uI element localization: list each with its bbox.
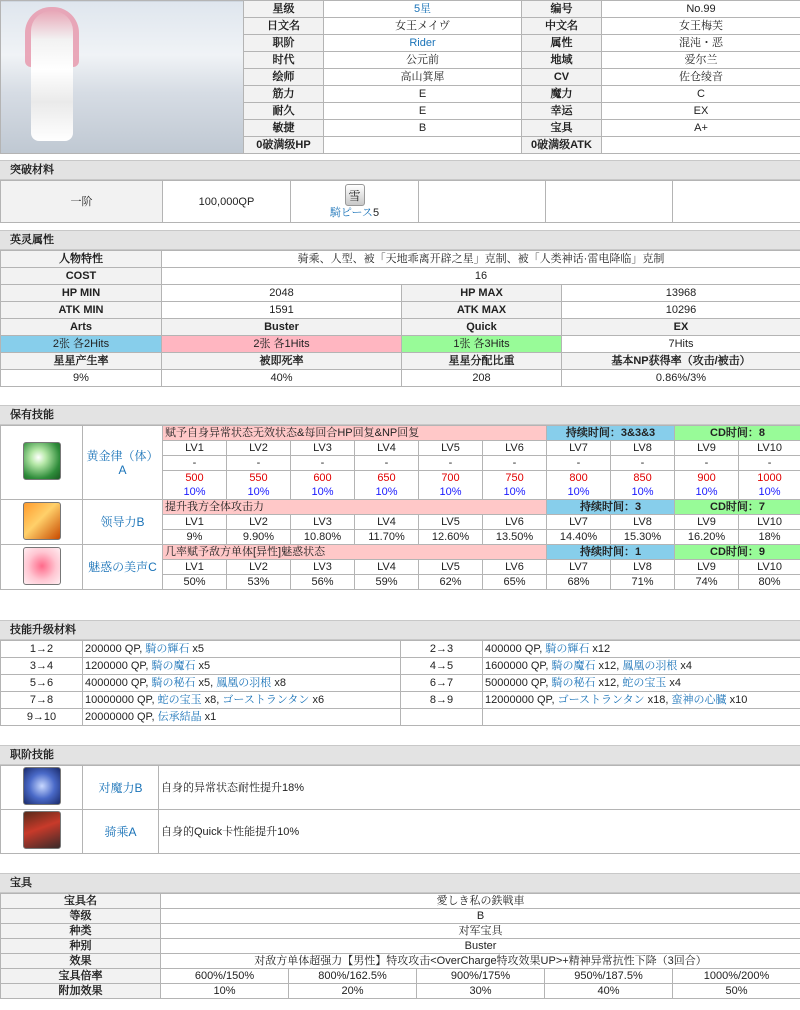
skill-value: 12.60% bbox=[419, 530, 483, 545]
upgrade-qp: 200000 QP, bbox=[85, 643, 146, 655]
skill-lv-label: LV10 bbox=[739, 560, 800, 575]
skill-icon-cell bbox=[1, 545, 83, 590]
skill-lv-label: LV1 bbox=[163, 515, 227, 530]
skill-value: 9.90% bbox=[227, 530, 291, 545]
skill-lv-label: LV5 bbox=[419, 441, 483, 456]
upgrade-material-link[interactable]: 騎の魔石 bbox=[551, 660, 596, 672]
upgrade-cost bbox=[83, 709, 401, 726]
upgrade-cost bbox=[483, 641, 800, 658]
profile-value: 爱尔兰 bbox=[602, 52, 800, 69]
profile-value: 高山箕犀 bbox=[324, 69, 522, 86]
upgrade-cost bbox=[483, 675, 800, 692]
profile-label: 筋力 bbox=[244, 86, 324, 103]
np-block bbox=[0, 893, 800, 999]
upgrade-level: 8→9 bbox=[401, 692, 483, 709]
upgrade-block bbox=[0, 640, 800, 726]
skill-value: 71% bbox=[611, 575, 675, 590]
skill-hp-value: 650 bbox=[355, 471, 419, 486]
upgrade-level: 9→10 bbox=[1, 709, 83, 726]
profile-value: 公元前 bbox=[324, 52, 522, 69]
skill-hp-value: 850 bbox=[611, 471, 675, 486]
stat-head: 星星分配比重 bbox=[402, 353, 562, 370]
skill-lv-label: LV2 bbox=[227, 515, 291, 530]
skill-name[interactable]: 魅惑の美声C bbox=[83, 545, 163, 590]
ascension-empty-3 bbox=[673, 181, 800, 223]
skill-duration: 持续时间：3 bbox=[547, 500, 675, 515]
skills-header: 保有技能 bbox=[0, 405, 800, 425]
np-kind-value: 对军宝具 bbox=[161, 924, 800, 939]
upgrade-count: x5 bbox=[195, 660, 211, 672]
skill-lv-label: LV6 bbox=[483, 515, 547, 530]
upgrade-material-link[interactable]: 騎の輝石 bbox=[145, 643, 190, 655]
skill-np-value: 10% bbox=[163, 485, 227, 500]
charisma-icon bbox=[23, 502, 61, 540]
upgrade-count: x10 bbox=[726, 694, 748, 706]
ascension-qp: 100,000QP bbox=[163, 181, 291, 223]
class-skills-block bbox=[0, 765, 800, 854]
skill-value: 15.30% bbox=[611, 530, 675, 545]
skill-lv-label: LV3 bbox=[291, 515, 355, 530]
ascension-material[interactable] bbox=[291, 181, 419, 223]
upgrade-level: 6→7 bbox=[401, 675, 483, 692]
skill-value: 80% bbox=[739, 575, 800, 590]
upgrade-qp: 1200000 QP, bbox=[85, 660, 152, 672]
profile-label: 绘师 bbox=[244, 69, 324, 86]
servant-portrait[interactable] bbox=[1, 1, 244, 154]
skill-lv-label: LV5 bbox=[419, 560, 483, 575]
np-extra-value: 50% bbox=[673, 984, 800, 999]
skill-hp-value: 500 bbox=[163, 471, 227, 486]
np-name-value: 愛しき私の鉄戦車 bbox=[161, 894, 800, 909]
np-mult-label: 宝具倍率 bbox=[1, 969, 161, 984]
profile-label: 中文名 bbox=[522, 18, 602, 35]
skill-value: 50% bbox=[163, 575, 227, 590]
profile-value: EX bbox=[602, 103, 800, 120]
card-value: 7Hits bbox=[562, 336, 800, 353]
cost-value: 16 bbox=[162, 268, 800, 285]
skill-lv-label: LV8 bbox=[611, 560, 675, 575]
np-effect-label: 效果 bbox=[1, 954, 161, 969]
skill-lv-label: LV4 bbox=[355, 515, 419, 530]
profile-label: 职阶 bbox=[244, 35, 324, 52]
skill-duration: 持续时间：3&3&3 bbox=[547, 426, 675, 441]
upgrade-material-link[interactable]: 蛮神の心臓 bbox=[671, 694, 727, 706]
profile-label: 魔力 bbox=[522, 86, 602, 103]
skill-lv-label: LV5 bbox=[419, 515, 483, 530]
upgrade-material-link[interactable]: 蛇の宝玉 bbox=[622, 677, 667, 689]
upgrade-material-link[interactable]: 蛇の宝玉 bbox=[157, 694, 202, 706]
upgrade-header: 技能升级材料 bbox=[0, 620, 800, 640]
stat-value: 9% bbox=[1, 370, 162, 387]
skill-lv-label: LV9 bbox=[675, 560, 739, 575]
skill-value: - bbox=[163, 456, 227, 471]
skill-value: 74% bbox=[675, 575, 739, 590]
upgrade-cost bbox=[483, 709, 800, 726]
upgrade-level: 2→3 bbox=[401, 641, 483, 658]
atk-min-label: ATK MIN bbox=[1, 302, 162, 319]
upgrade-material-link[interactable]: 伝承結晶 bbox=[157, 711, 202, 723]
skill-lv-label: LV10 bbox=[739, 441, 800, 456]
stat-value: 208 bbox=[402, 370, 562, 387]
profile-value: E bbox=[324, 103, 522, 120]
skill-lv-label: LV4 bbox=[355, 441, 419, 456]
upgrade-count: x8 bbox=[271, 677, 286, 689]
upgrade-cost bbox=[83, 658, 401, 675]
profile-label: 敏捷 bbox=[244, 120, 324, 137]
skill-hp-value: 1000 bbox=[739, 471, 800, 486]
skill-value: 65% bbox=[483, 575, 547, 590]
hp-max-value: 13968 bbox=[562, 285, 800, 302]
skill-cd: CD时间：9 bbox=[675, 545, 800, 560]
skill-lv-label: LV7 bbox=[547, 441, 611, 456]
rider-piece-count: 5 bbox=[372, 206, 380, 219]
class-skill-desc: 自身的异常状态耐性提升18% bbox=[159, 766, 800, 810]
skill-hp-value: 800 bbox=[547, 471, 611, 486]
np-mult-value: 1000%/200% bbox=[673, 969, 800, 984]
np-mult-value: 900%/175% bbox=[417, 969, 545, 984]
attributes-block bbox=[0, 250, 800, 387]
skill-value: 14.40% bbox=[547, 530, 611, 545]
card-head: Buster bbox=[162, 319, 402, 336]
upgrade-qp: 4000000 QP, bbox=[85, 677, 152, 689]
profile-label: 星级 bbox=[244, 1, 324, 18]
np-name-label: 宝具名 bbox=[1, 894, 161, 909]
np-card-value: Buster bbox=[161, 939, 800, 954]
profile-label: 属性 bbox=[522, 35, 602, 52]
np-mult-value: 800%/162.5% bbox=[289, 969, 417, 984]
profile-value: No.99 bbox=[602, 1, 800, 18]
skill-value: 68% bbox=[547, 575, 611, 590]
stat-value: 40% bbox=[162, 370, 402, 387]
golden-rule-icon bbox=[23, 442, 61, 480]
upgrade-qp: 12000000 QP, bbox=[485, 694, 558, 706]
upgrade-material-link[interactable]: 鳳凰の羽根 bbox=[216, 677, 272, 689]
card-value: 1张 各3Hits bbox=[402, 336, 562, 353]
np-extra-label: 附加效果 bbox=[1, 984, 161, 999]
skill-lv-label: LV1 bbox=[163, 560, 227, 575]
ascension-header: 突破材料 bbox=[0, 160, 800, 180]
atk-max-value: 10296 bbox=[562, 302, 800, 319]
profile-value: 佐仓绫音 bbox=[602, 69, 800, 86]
class-skills-header: 职阶技能 bbox=[0, 745, 800, 765]
skill-lv-label: LV9 bbox=[675, 441, 739, 456]
upgrade-count: x18, bbox=[644, 694, 672, 706]
profile-value: A+ bbox=[602, 120, 800, 137]
profile-label: CV bbox=[522, 69, 602, 86]
card-value: 2张 各1Hits bbox=[162, 336, 402, 353]
class-skill-name[interactable]: 骑乘A bbox=[83, 810, 159, 854]
atk-max-label: ATK MAX bbox=[402, 302, 562, 319]
profile-value[interactable]: Rider bbox=[324, 35, 522, 52]
upgrade-count: x12, bbox=[595, 660, 623, 672]
class-skill-icon-cell bbox=[1, 810, 83, 854]
skill-value: - bbox=[227, 456, 291, 471]
profile-value: C bbox=[602, 86, 800, 103]
np-extra-value: 20% bbox=[289, 984, 417, 999]
upgrade-level bbox=[401, 709, 483, 726]
skill-desc: 赋予自身异常状态无效状态&每回合HP回复&NP回复 bbox=[163, 426, 547, 441]
skill-np-value: 10% bbox=[291, 485, 355, 500]
upgrade-count: x6 bbox=[309, 694, 325, 706]
ascension-empty-1 bbox=[419, 181, 546, 223]
traits-value: 骑乘、人型、被「天地乖离开辟之星」克制、被「人类神话·雷电降临」克制 bbox=[162, 251, 800, 268]
skill-hp-value: 750 bbox=[483, 471, 547, 486]
upgrade-count: x8, bbox=[201, 694, 223, 706]
skill-value: 16.20% bbox=[675, 530, 739, 545]
stat-head: 被即死率 bbox=[162, 353, 402, 370]
skill-lv-label: LV2 bbox=[227, 441, 291, 456]
upgrade-cost bbox=[483, 692, 800, 709]
upgrade-material-link[interactable]: ゴーストランタン bbox=[557, 694, 645, 706]
hp-min-value: 2048 bbox=[162, 285, 402, 302]
profile-value bbox=[602, 137, 800, 154]
upgrade-level: 7→8 bbox=[1, 692, 83, 709]
profile-value: E bbox=[324, 86, 522, 103]
upgrade-material-link[interactable]: 騎の秘石 bbox=[551, 677, 596, 689]
skill-lv-label: LV3 bbox=[291, 560, 355, 575]
skill-value: - bbox=[611, 456, 675, 471]
portrait-figure bbox=[31, 11, 73, 141]
np-extra-value: 30% bbox=[417, 984, 545, 999]
profile-label: 地域 bbox=[522, 52, 602, 69]
rider-piece-link[interactable]: 騎ピース bbox=[329, 206, 373, 219]
upgrade-cost bbox=[83, 675, 401, 692]
rider-piece-icon[interactable]: 雪 bbox=[345, 184, 365, 206]
skill-value: - bbox=[675, 456, 739, 471]
profile-label: 0破满级ATK bbox=[522, 137, 602, 154]
np-kind-label: 种类 bbox=[1, 924, 161, 939]
skill-value: - bbox=[739, 456, 800, 471]
skill-value: - bbox=[355, 456, 419, 471]
upgrade-qp: 5000000 QP, bbox=[485, 677, 552, 689]
skill-cd: CD时间：8 bbox=[675, 426, 800, 441]
profile-label: 编号 bbox=[522, 1, 602, 18]
class-skill-desc: 自身的Quick卡性能提升10% bbox=[159, 810, 800, 854]
skill-value: 53% bbox=[227, 575, 291, 590]
skill-value: 56% bbox=[291, 575, 355, 590]
upgrade-level: 4→5 bbox=[401, 658, 483, 675]
card-head: EX bbox=[562, 319, 800, 336]
upgrade-material-link[interactable]: 騎の秘石 bbox=[151, 677, 196, 689]
skill-np-value: 10% bbox=[227, 485, 291, 500]
profile-value: 混沌・恶 bbox=[602, 35, 800, 52]
np-effect-value: 对敌方单体超强力【男性】特攻攻击<OverCharge特攻效果UP>+精神异常抗性下降（3回合） bbox=[161, 954, 800, 969]
skill-lv-label: LV10 bbox=[739, 515, 800, 530]
skill-hp-value: 900 bbox=[675, 471, 739, 486]
profile-label: 幸运 bbox=[522, 103, 602, 120]
atk-min-value: 1591 bbox=[162, 302, 402, 319]
attributes-header: 英灵属性 bbox=[0, 230, 800, 250]
skill-np-value: 10% bbox=[611, 485, 675, 500]
skill-value: - bbox=[483, 456, 547, 471]
upgrade-count: x4 bbox=[677, 660, 693, 672]
profile-label: 耐久 bbox=[244, 103, 324, 120]
card-head: Quick bbox=[402, 319, 562, 336]
skill-lv-label: LV2 bbox=[227, 560, 291, 575]
profile-value: B bbox=[324, 120, 522, 137]
skill-name[interactable]: 黄金律（体）A bbox=[83, 426, 163, 500]
skill-value: 18% bbox=[739, 530, 800, 545]
skill-value: 10.80% bbox=[291, 530, 355, 545]
upgrade-count: x1 bbox=[201, 711, 217, 723]
skill-lv-label: LV1 bbox=[163, 441, 227, 456]
profile-block bbox=[0, 0, 800, 154]
card-value: 2张 各2Hits bbox=[1, 336, 162, 353]
skill-value: - bbox=[291, 456, 355, 471]
upgrade-level: 1→2 bbox=[1, 641, 83, 658]
profile-label: 时代 bbox=[244, 52, 324, 69]
skill-value: - bbox=[419, 456, 483, 471]
skill-lv-label: LV7 bbox=[547, 515, 611, 530]
profile-label: 日文名 bbox=[244, 18, 324, 35]
np-rank-label: 等级 bbox=[1, 909, 161, 924]
upgrade-level: 3→4 bbox=[1, 658, 83, 675]
skills-block bbox=[0, 425, 800, 590]
hp-max-label: HP MAX bbox=[402, 285, 562, 302]
upgrade-count: x12, bbox=[595, 677, 623, 689]
np-card-label: 种别 bbox=[1, 939, 161, 954]
profile-value: 女王梅芙 bbox=[602, 18, 800, 35]
profile-label: 0破满级HP bbox=[244, 137, 324, 154]
magic-resistance-icon bbox=[23, 767, 61, 805]
np-header: 宝具 bbox=[0, 873, 800, 893]
upgrade-material-link[interactable]: 鳳凰の羽根 bbox=[622, 660, 678, 672]
skill-cd: CD时间：7 bbox=[675, 500, 800, 515]
upgrade-material-link[interactable]: 騎の魔石 bbox=[151, 660, 196, 672]
profile-label: 宝具 bbox=[522, 120, 602, 137]
skill-lv-label: LV8 bbox=[611, 441, 675, 456]
np-extra-value: 40% bbox=[545, 984, 673, 999]
skill-np-value: 10% bbox=[547, 485, 611, 500]
skill-name[interactable]: 领导力B bbox=[83, 500, 163, 545]
skill-value: - bbox=[547, 456, 611, 471]
np-extra-value: 10% bbox=[161, 984, 289, 999]
stat-head: 星星产生率 bbox=[1, 353, 162, 370]
skill-value: 11.70% bbox=[355, 530, 419, 545]
skill-value: 13.50% bbox=[483, 530, 547, 545]
class-skill-name[interactable]: 对魔力B bbox=[83, 766, 159, 810]
skill-value: 62% bbox=[419, 575, 483, 590]
upgrade-qp: 1600000 QP, bbox=[485, 660, 552, 672]
skill-lv-label: LV6 bbox=[483, 441, 547, 456]
class-skill-icon-cell bbox=[1, 766, 83, 810]
skill-lv-label: LV6 bbox=[483, 560, 547, 575]
skill-icon-cell bbox=[1, 500, 83, 545]
riding-icon bbox=[23, 811, 61, 849]
ascension-stage: 一阶 bbox=[1, 181, 163, 223]
stat-head: 基本NP获得率（攻击/被击） bbox=[562, 353, 800, 370]
ascension-block bbox=[0, 180, 800, 223]
skill-np-value: 10% bbox=[355, 485, 419, 500]
charming-voice-icon bbox=[23, 547, 61, 585]
skill-duration: 持续时间：1 bbox=[547, 545, 675, 560]
skill-np-value: 10% bbox=[419, 485, 483, 500]
card-head: Arts bbox=[1, 319, 162, 336]
np-rank-value: B bbox=[161, 909, 800, 924]
upgrade-material-link[interactable]: 騎の輝石 bbox=[545, 643, 590, 655]
upgrade-cost bbox=[483, 658, 800, 675]
profile-value: 女王メイヴ bbox=[324, 18, 522, 35]
upgrade-qp: 20000000 QP, bbox=[85, 711, 158, 723]
skill-desc: 几率赋予敌方单体[异性]魅惑状态 bbox=[163, 545, 547, 560]
skill-np-value: 10% bbox=[483, 485, 547, 500]
upgrade-cost bbox=[83, 692, 401, 709]
profile-value bbox=[324, 137, 522, 154]
np-mult-value: 950%/187.5% bbox=[545, 969, 673, 984]
upgrade-qp: 400000 QP, bbox=[485, 643, 546, 655]
skill-lv-label: LV8 bbox=[611, 515, 675, 530]
skill-lv-label: LV9 bbox=[675, 515, 739, 530]
upgrade-count: x12 bbox=[589, 643, 611, 655]
traits-label: 人物特性 bbox=[1, 251, 162, 268]
upgrade-qp: 10000000 QP, bbox=[85, 694, 158, 706]
profile-value[interactable]: 5星 bbox=[324, 1, 522, 18]
skill-value: 59% bbox=[355, 575, 419, 590]
skill-hp-value: 550 bbox=[227, 471, 291, 486]
upgrade-count: x4 bbox=[666, 677, 682, 689]
upgrade-cost bbox=[83, 641, 401, 658]
upgrade-count: x5 bbox=[189, 643, 205, 655]
skill-np-value: 10% bbox=[675, 485, 739, 500]
np-mult-value: 600%/150% bbox=[161, 969, 289, 984]
skill-lv-label: LV4 bbox=[355, 560, 419, 575]
skill-lv-label: LV7 bbox=[547, 560, 611, 575]
ascension-empty-2 bbox=[546, 181, 673, 223]
stat-value: 0.86%/3% bbox=[562, 370, 800, 387]
upgrade-level: 5→6 bbox=[1, 675, 83, 692]
skill-hp-value: 700 bbox=[419, 471, 483, 486]
skill-lv-label: LV3 bbox=[291, 441, 355, 456]
cost-label: COST bbox=[1, 268, 162, 285]
upgrade-count: x5, bbox=[195, 677, 217, 689]
skill-hp-value: 600 bbox=[291, 471, 355, 486]
skill-desc: 提升我方全体攻击力 bbox=[163, 500, 547, 515]
hp-min-label: HP MIN bbox=[1, 285, 162, 302]
skill-icon-cell bbox=[1, 426, 83, 500]
skill-np-value: 10% bbox=[739, 485, 800, 500]
skill-value: 9% bbox=[163, 530, 227, 545]
upgrade-material-link[interactable]: ゴーストランタン bbox=[222, 694, 310, 706]
